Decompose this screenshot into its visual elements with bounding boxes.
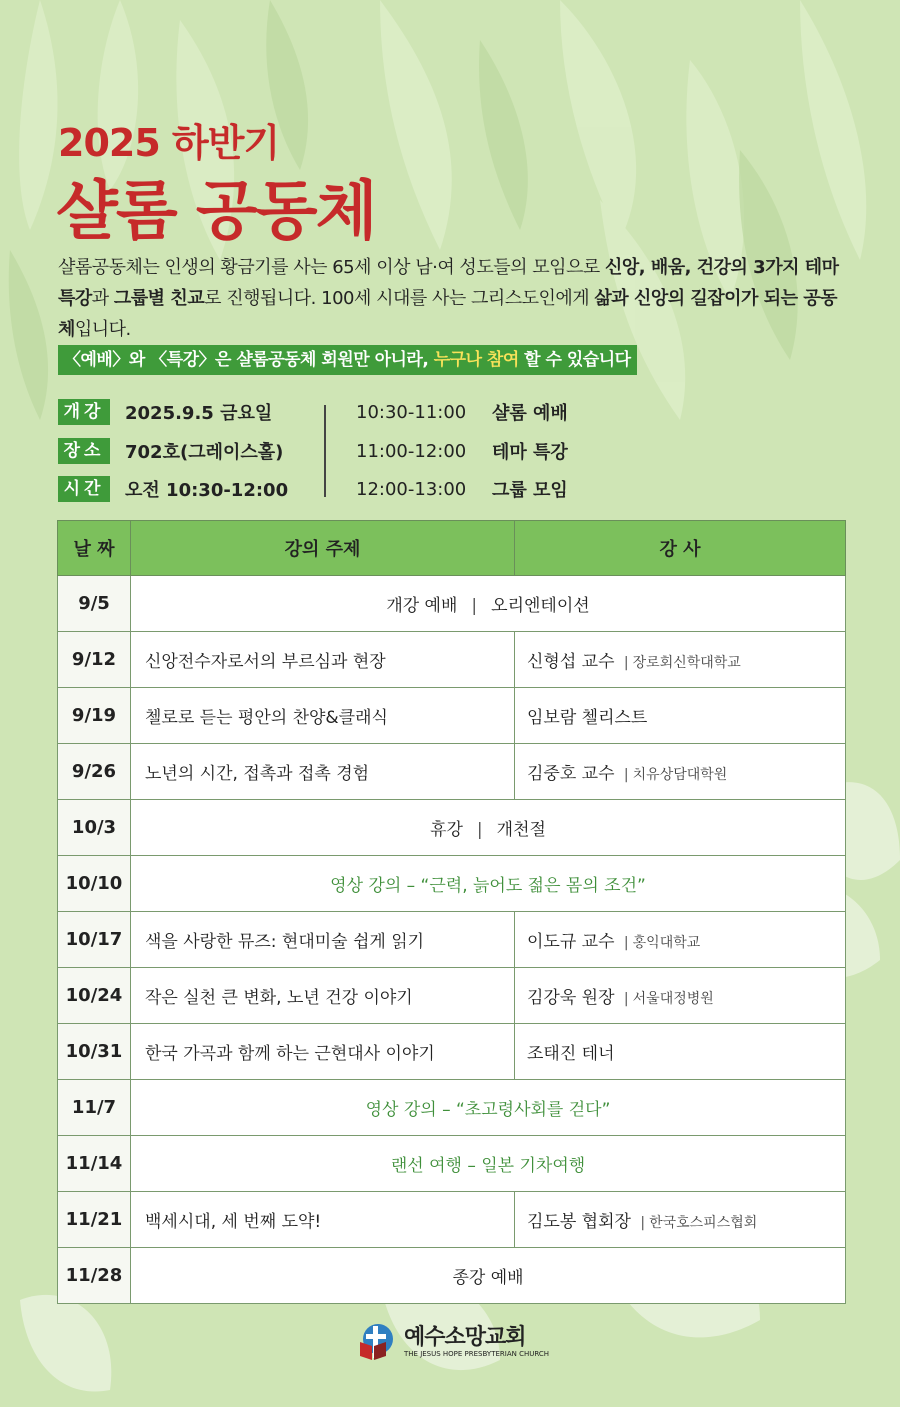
row-topic: 첼로로 듣는 평안의 찬양&클래식 [131,688,515,744]
row-date: 10/17 [58,912,131,968]
row-event: 영상 강의 – “근력, 늙어도 젊은 몸의 조건” [131,856,846,912]
event-separator: | [471,596,478,616]
notice-banner [58,345,637,375]
intro-bold-3: 삶과 신앙의 길잡이가 되는 공동체 [58,288,838,340]
table-row [58,912,846,968]
row-date: 11/7 [58,1080,131,1136]
lecturer-name: 임보람 첼리스트 [527,708,648,728]
row-date: 9/19 [58,688,131,744]
lecturer-name: 김중호 교수 [527,764,615,784]
table-row [58,576,846,632]
row-topic: 노년의 시간, 접촉과 접촉 경험 [131,744,515,800]
row-lecturer [515,1192,846,1248]
intro-text-4: 입니다. [74,319,131,340]
lecturer-name: 이도규 교수 [527,932,615,952]
lecture-table [57,520,845,1304]
lecturer-name: 김도봉 협회장 [527,1212,631,1232]
info-tag: 개강 [58,399,110,425]
row-date: 10/3 [58,800,131,856]
event-detail: 오리엔테이션 [491,596,590,616]
lecturer-affiliation: 장로회신학대학교 [632,655,741,671]
table-row [58,1248,846,1304]
row-date: 10/24 [58,968,131,1024]
table-row [58,1080,846,1136]
row-topic: 한국 가곡과 함께 하는 근현대사 이야기 [131,1024,515,1080]
aff-separator: | [623,655,629,671]
schedule-row [356,437,568,465]
event-separator: | [476,820,483,840]
table-row [58,856,846,912]
table-row [58,1024,846,1080]
row-lecturer [515,632,846,688]
row-lecturer [515,744,846,800]
info-tag: 장소 [58,438,110,464]
schedule-name: 그룹 모임 [492,480,568,501]
intro-text-1: 샬롬공동체는 인생의 황금기를 사는 65세 이상 남·여 성도들의 모임으로 [58,257,605,278]
church-name: 예수소망교회 [404,1324,526,1350]
lecturer-affiliation: 치유상담대학원 [632,767,728,783]
lecturer-affiliation: 홍익대학교 [632,935,701,951]
header-topic: 강의 주제 [131,521,515,576]
info-row-location [58,437,283,465]
schedule-row [356,398,568,426]
table-row [58,1136,846,1192]
info-row-opening [58,398,272,426]
header-lecturer: 강 사 [515,521,846,576]
row-topic: 작은 실천 큰 변화, 노년 건강 이야기 [131,968,515,1024]
schedule-name: 샬롬 예배 [492,403,568,424]
row-date: 11/21 [58,1192,131,1248]
aff-separator: | [623,767,629,783]
row-date: 11/28 [58,1248,131,1304]
schedule-row [356,475,568,503]
row-date: 10/31 [58,1024,131,1080]
lecturer-affiliation: 서울대정병원 [632,991,714,1007]
lecturer-affiliation: 한국호스피스협회 [649,1215,758,1231]
notice-prefix: 〈예배〉와 〈특강〉은 샬롬공동체 회원만 아니라, [64,350,434,370]
header-date: 날 짜 [58,521,131,576]
table-row [58,688,846,744]
intro-paragraph [58,252,848,345]
table-row [58,744,846,800]
row-lecturer [515,688,846,744]
intro-text-3: 로 진행됩니다. 100세 시대를 사는 그리스도인에게 [204,288,595,309]
info-divider [324,405,326,497]
page-title: 샬롬 공동체 [56,175,376,249]
event-name: 개강 예배 [386,596,458,616]
intro-bold-2: 그룹별 친교 [113,288,205,309]
info-value: 2025.9.5 금요일 [125,403,273,424]
row-event: 랜선 여행 – 일본 기차여행 [131,1136,846,1192]
table-row [58,800,846,856]
notice-suffix: 할 수 있습니다 [518,350,631,370]
intro-text-2: 과 [91,288,114,309]
notice-highlight: 누구나 참여 [433,350,519,370]
row-date: 10/10 [58,856,131,912]
table-row [58,968,846,1024]
church-logo [356,1322,549,1362]
lecturer-name: 조태진 테너 [527,1044,615,1064]
intro-bold-1: 신앙, 배움, 건강의 3가지 테마 특강 [58,257,839,309]
row-lecturer [515,1024,846,1080]
info-value: 702호(그레이스홀) [125,442,284,463]
aff-separator: | [623,935,629,951]
info-value: 오전 10:30-12:00 [125,480,289,501]
row-topic: 색을 사랑한 뮤즈: 현대미술 쉽게 읽기 [131,912,515,968]
row-date: 9/5 [58,576,131,632]
row-topic: 신앙전수자로서의 부르심과 현장 [131,632,515,688]
table-row [58,1192,846,1248]
row-lecturer [515,912,846,968]
schedule-time: 10:30-11:00 [356,401,467,423]
event-name: 휴강 [430,820,463,840]
table-header-row [58,521,846,576]
lecturer-name: 김강욱 원장 [527,988,615,1008]
row-event [131,800,846,856]
schedule-name: 테마 특강 [492,442,568,463]
row-lecturer [515,968,846,1024]
row-date: 9/12 [58,632,131,688]
church-name-english: THE JESUS HOPE PRESBYTERIAN CHURCH [404,1349,550,1358]
row-topic: 백세시대, 세 번째 도약! [131,1192,515,1248]
row-event [131,576,846,632]
row-date: 11/14 [58,1136,131,1192]
aff-separator: | [640,1215,646,1231]
schedule-time: 11:00-12:00 [356,440,467,462]
schedule-time: 12:00-13:00 [356,478,467,500]
row-event: 종강 예배 [131,1248,846,1304]
year-title: 2025 하반기 [58,121,280,165]
info-tag: 시간 [58,476,110,502]
aff-separator: | [623,991,629,1007]
info-row-time [58,475,288,503]
table-row [58,632,846,688]
church-emblem-icon [356,1322,396,1362]
lecturer-name: 신형섭 교수 [527,652,615,672]
event-detail: 개천절 [496,820,546,840]
row-date: 9/26 [58,744,131,800]
row-event: 영상 강의 – “초고령사회를 걷다” [131,1080,846,1136]
